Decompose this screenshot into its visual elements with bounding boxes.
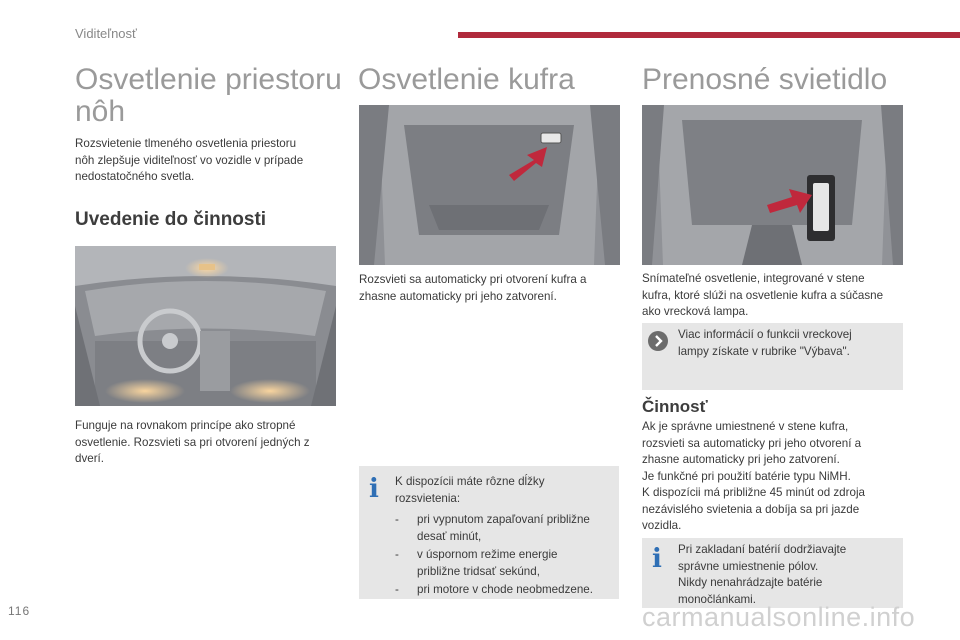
portable-lamp-text — [642, 271, 912, 321]
text-line: desať minút, — [417, 529, 482, 543]
text-line: zhasne automaticky pri jeho zatvorení. — [642, 453, 840, 466]
note-intro — [395, 474, 615, 507]
bullet-dash: - — [395, 583, 399, 596]
text-line: správne umiestnenie pólov. — [678, 559, 819, 573]
boot-lighting-title: Osvetlenie kufra — [358, 63, 575, 96]
boot-lighting-text — [359, 272, 629, 305]
list-item — [395, 582, 617, 599]
portable-lamp-operation-text — [642, 419, 912, 535]
text-line: kufra, ktoré slúži na osvetlenie kufra a súčasne — [642, 288, 884, 302]
title-line: nôh — [75, 95, 126, 128]
text-line: nôh zlepšuje viditeľnosť vo vozidle v prípade — [75, 153, 304, 167]
text-line: osvetlenie. Rozsvieti sa pri otvorení jedných z — [75, 435, 310, 449]
text-line: vozidla. — [642, 519, 682, 532]
portable-lamp-illustration — [642, 105, 903, 265]
info-icon: i — [652, 544, 662, 574]
text-line: monočlánkami. — [678, 592, 756, 606]
text-line: Rozsvietenie tlmeného osvetlenia priestoru — [75, 137, 297, 150]
text-line: zhasne automaticky pri jeho zatvorení. — [359, 289, 557, 303]
bullet-dash: - — [395, 548, 399, 561]
section-title: Viditeľnosť — [75, 26, 137, 41]
boot-lighting-illustration — [359, 105, 620, 265]
bullet-dash: - — [395, 513, 399, 526]
portable-lamp-title: Prenosné svietidlo — [642, 63, 888, 96]
footwell-lighting-illustration — [75, 246, 336, 406]
pocket-lamp-reference-note — [642, 323, 903, 390]
text-line: Ak je správne umiestnené v stene kufra, — [642, 420, 849, 433]
reference-arrow-icon — [648, 331, 668, 351]
text-line: dverí. — [75, 452, 104, 465]
watermark: carmanualsonline.info — [642, 602, 916, 632]
text-line: Nikdy nenahrádzajte batérie — [678, 576, 823, 589]
header-accent-bar — [458, 32, 960, 38]
text-line: Viac informácií o funkcii vreckovej — [678, 328, 852, 341]
info-icon: i — [369, 474, 379, 504]
list-item — [395, 547, 617, 580]
page-number: 116 — [8, 604, 31, 618]
text-line: rozsvieti sa automaticky pri jeho otvorení a — [642, 436, 862, 450]
reference-text — [678, 327, 900, 360]
text-line: v úspornom režime energie — [417, 548, 558, 561]
footwell-lighting-title — [75, 64, 355, 128]
text-line: Je funkčné pri použití batérie typu NiMH. — [642, 469, 851, 483]
text-line: ako vrecková lampa. — [642, 305, 749, 318]
battery-note-text — [678, 542, 900, 608]
operation-heading: Činnosť — [642, 397, 708, 416]
activation-heading: Uvedenie do činnosti — [75, 209, 267, 230]
text-line: nedostatočného svetla. — [75, 170, 195, 183]
text-line: Snímateľné osvetlenie, integrované v stene — [642, 272, 865, 285]
title-line: Osvetlenie priestoru — [75, 63, 342, 96]
text-line: K dispozícii máte rôzne dĺžky — [395, 475, 545, 488]
text-line: Rozsvieti sa automaticky pri otvorení kufra a — [359, 273, 587, 286]
footwell-intro — [75, 136, 345, 186]
boot-lighting-info-note — [359, 466, 619, 599]
text-line: pri vypnutom zapaľovaní približne — [417, 513, 590, 526]
text-line: K dispozícii má približne 45 minút od zdroja — [642, 486, 865, 499]
text-line: pri motore v chode neobmedzene. — [417, 583, 593, 596]
text-line: Funguje na rovnakom princípe ako stropné — [75, 419, 296, 432]
duration-list — [395, 512, 617, 599]
list-item — [395, 512, 617, 545]
text-line: približne tridsať sekúnd, — [417, 564, 540, 578]
footwell-operation-text — [75, 418, 345, 468]
text-line: Pri zakladaní batérií dodržiavajte — [678, 543, 847, 556]
text-line: lampy získate v rubrike "Výbava". — [678, 344, 850, 358]
text-line: nezávislého svietenia a dobíja sa pri jazde — [642, 502, 860, 516]
battery-info-note — [642, 538, 903, 608]
text-line: rozsvietenia: — [395, 491, 461, 505]
